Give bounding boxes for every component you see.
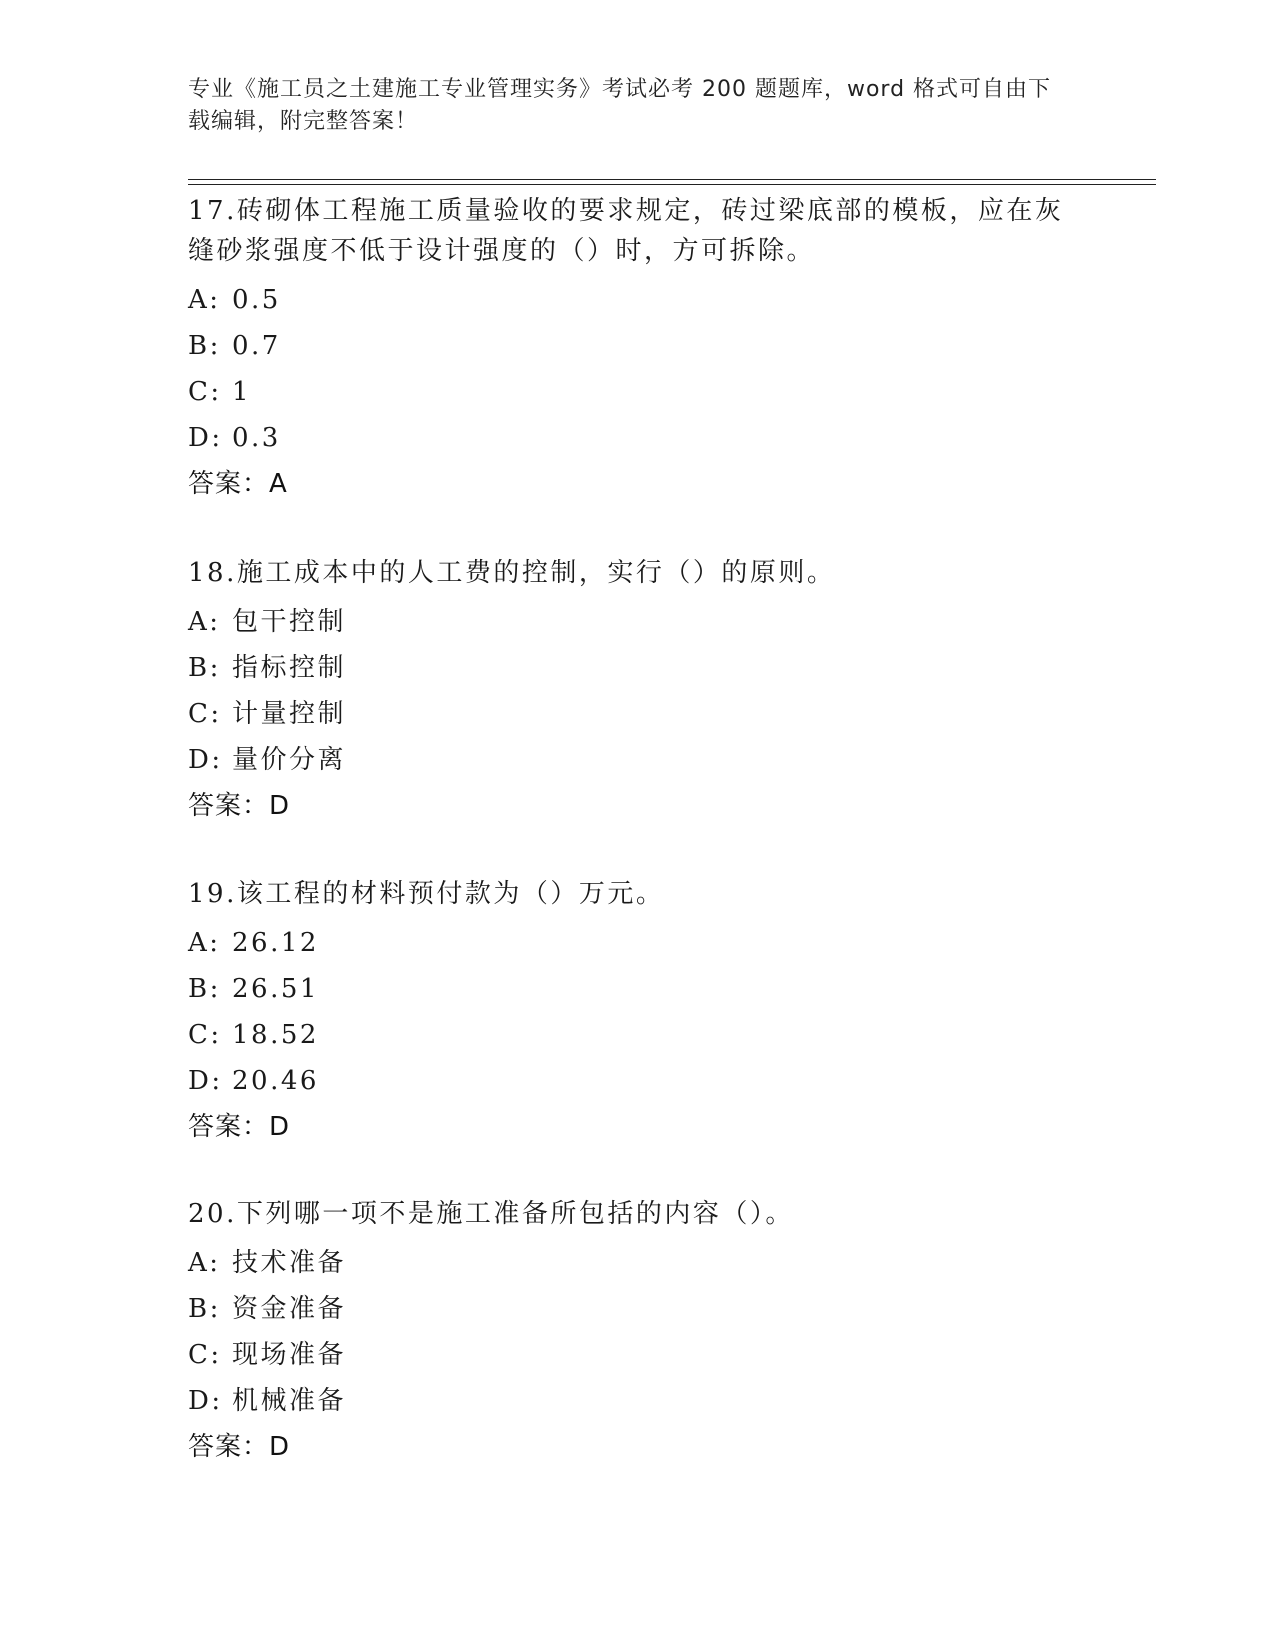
question-stem: 20.下列哪一项不是施工准备所包括的内容（）。 [188,1199,794,1229]
option-c [188,691,1088,737]
option-letter: A: [188,285,221,315]
answer-line: 答案：A [188,469,288,499]
answer-line: 答案：D [188,1112,291,1142]
option-letter: C: [188,1020,222,1050]
header-divider-top [188,179,1156,180]
option-text: 0.3 [232,423,281,453]
option-text: 26.12 [232,928,319,958]
option-text: 现场准备 [232,1340,347,1370]
option-text: 机械准备 [232,1386,347,1416]
option-text: 量价分离 [232,745,347,775]
option-text: 计量控制 [232,699,347,729]
option-b [188,1286,1088,1332]
question-stem: 19.该工程的材料预付款为（）万元。 [188,879,665,909]
option-letter: B: [188,653,221,683]
question-18 [188,553,1088,829]
option-d [188,415,1088,461]
option-letter: B: [188,1294,221,1324]
option-text: 20.46 [232,1066,319,1096]
option-b [188,645,1088,691]
question-stem: 18.施工成本中的人工费的控制，实行（）的原则。 [188,558,836,588]
option-letter: D: [188,423,223,453]
option-d [188,737,1088,783]
option-b [188,966,1088,1012]
answer-line: 答案：D [188,1432,291,1462]
option-a [188,920,1088,966]
question-20 [188,1194,1088,1470]
option-text: 指标控制 [232,653,347,683]
option-text: 0.5 [232,285,281,315]
option-letter: D: [188,745,223,775]
question-17 [188,191,1088,507]
option-letter: B: [188,974,221,1004]
document-header: 专业《施工员之土建施工专业管理实务》考试必考 200 题题库，word 格式可自由下载编辑，附完整答案！ [188,77,1052,134]
option-c [188,1332,1088,1378]
option-letter: A: [188,928,221,958]
question-stem: 17.砖砌体工程施工质量验收的要求规定，砖过梁底部的模板，应在灰缝砂浆强度不低于设计强度的（）时，方可拆除。 [188,196,1064,266]
option-text: 18.52 [232,1020,319,1050]
option-a [188,599,1088,645]
option-text: 26.51 [232,974,319,1004]
option-text: 1 [232,377,252,407]
option-text: 包干控制 [232,607,347,637]
option-letter: C: [188,377,222,407]
option-letter: C: [188,1340,222,1370]
option-text: 技术准备 [232,1248,347,1278]
option-c [188,369,1088,415]
option-letter: D: [188,1386,223,1416]
option-text: 0.7 [232,331,281,361]
option-letter: A: [188,1248,221,1278]
option-a [188,277,1088,323]
option-letter: C: [188,699,222,729]
option-letter: D: [188,1066,223,1096]
option-d [188,1378,1088,1424]
header-divider-bottom [188,184,1156,185]
option-d [188,1058,1088,1104]
option-letter: A: [188,607,221,637]
answer-line: 答案：D [188,791,291,821]
option-a [188,1240,1088,1286]
option-letter: B: [188,331,221,361]
option-text: 资金准备 [232,1294,347,1324]
option-b [188,323,1088,369]
option-c [188,1012,1088,1058]
question-19 [188,874,1088,1150]
